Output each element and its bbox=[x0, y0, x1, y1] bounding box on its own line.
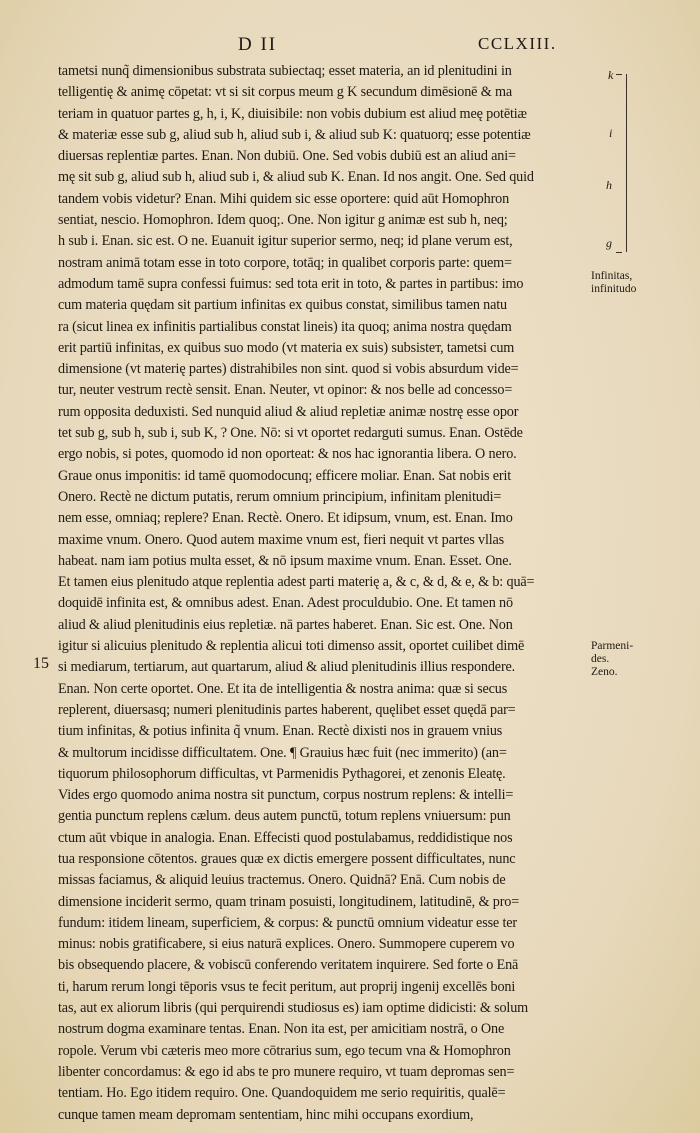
text-line: maxime vnum. Onero. Quod autem maxime vnum est, fieri nequit vt partes vllas bbox=[58, 531, 505, 548]
text-line: si mediarum, tertiarum, aut quartarum, aliud & aliud plenitudinis illius respondere. bbox=[58, 659, 516, 676]
margin-key-i: i bbox=[609, 126, 613, 140]
folio-number: CCLXIII. bbox=[478, 34, 557, 53]
text-line: mę sit sub g, aliud sub h, aliud sub i, & aliud sub K. Enan. Id nos angit. One. Sed quid bbox=[58, 169, 534, 186]
text-line: tium infinitas, & potius infinita q̃ vnum. Enan. Rectè dixisti nos in grauem vnius bbox=[58, 723, 503, 740]
text-line: Et tamen eius plenitudo atque replentia adest parti materię a, & c, & d, & e, & b: quā= bbox=[58, 574, 535, 591]
gloss-line: Infinitas, bbox=[591, 270, 633, 282]
text-line: dimensione inciderit sermo, quam trinam posuisti, longitudinem, latitudinē, & pro= bbox=[58, 893, 520, 910]
text-line: admodum tamē supra confessi fuimus: sed tota erit in toto, & partes in partibus: imo bbox=[58, 275, 524, 292]
signature-mark: D II bbox=[238, 34, 278, 55]
text-line: igitur si alicuius plenitudo & replentia alicui toti dimenso assit, oportet cuilibet dimē bbox=[58, 638, 525, 655]
text-line: tas, aut ex aliorum libris (qui perquirendi studiosus es) iam optime didicisti: & solum bbox=[58, 1000, 529, 1017]
text-line: tur, neuter vestrum rectè sensit. Enan. Neuter, vt opinor: & nos belle ad concesso= bbox=[58, 382, 513, 399]
text-line: dimensione (vt materię partes) distrahibiles non sint. quod si vobis absurdum vide= bbox=[58, 361, 519, 378]
text-line: diuersas replentiæ partes. Enan. Non dubiū. One. Sed vobis dubiū est an aliud ani= bbox=[58, 148, 516, 165]
marginal-gloss-parmenides bbox=[591, 640, 633, 679]
text-line: rum opposita deduxisti. Sed nunquid aliud & aliud repletiæ animæ nostrę esse opor bbox=[58, 403, 519, 420]
text-line: & materiæ esse sub g, aliud sub h, aliud sub i, & aliud sub K: quatuorq; esse potentiæ bbox=[58, 126, 531, 143]
text-line: Graue onus imponitis: id tamē quomodocunq; efficere moliar. Enan. Sat nobis erit bbox=[58, 467, 512, 484]
text-line: tametsi nunq̃ dimensionibus substrata subiectaq; esset materia, an id plenitudini in bbox=[58, 63, 512, 79]
text-line: Onero. Rectè ne dictum putatis, rerum omnium principium, infinitam plenitudi= bbox=[58, 488, 502, 505]
main-text-block bbox=[58, 61, 586, 1126]
text-line: tet sub g, sub h, sub i, sub K, ? One. Nō: si vt oportet redarguti sumus. Enan. Ostēde bbox=[58, 425, 523, 442]
text-line: nem esse, omniaq; replere? Enan. Rectè. Onero. Et idipsum, vnum, est. Enan. Imo bbox=[58, 510, 513, 527]
line-number: 15 bbox=[33, 655, 49, 672]
text-line: habeat. nam iam potius multa esset, & nō ipsum maxime vnum. Enan. Esset. One. bbox=[58, 552, 512, 569]
text-line: nostrum dogma examinare tentas. Enan. Non ita est, per amicitiam nostrā, o One bbox=[58, 1021, 505, 1038]
margin-bracket-tick bbox=[616, 252, 622, 253]
text-line: Enan. Non certe oportet. One. Et ita de intelligentia & nostra anima: quæ si secus bbox=[58, 680, 508, 697]
text-line: tandem vobis videtur? Enan. Mihi quidem sic esse oportere: quid aūt Homophron bbox=[58, 190, 510, 207]
gloss-line: Parmeni- bbox=[591, 640, 634, 652]
text-line: replerent, diuersasq; numeri plenitudinis partes haberent, quęlibet esset quędā par= bbox=[58, 701, 516, 718]
text-line: ctum aūt vbique in analogia. Enan. Effecisti quod postulabamus, reddidistique nos bbox=[58, 829, 513, 846]
gloss-line: des. bbox=[591, 653, 610, 665]
gloss-line: infinitudo bbox=[591, 283, 637, 295]
text-line: telligentię & animę cōpetat: vt si sit corpus meum g K secundum dimēsionē & ma bbox=[58, 84, 513, 101]
text-line: tua responsione cōtentos. graues quæ ex dictis emergere possent difficultates, nunc bbox=[58, 850, 516, 867]
margin-key-k: k bbox=[608, 68, 614, 82]
margin-key-h: h bbox=[606, 178, 612, 192]
text-line: sentiat, nescio. Homophron. Idem quoq;. One. Non igitur g animæ est sub h, neq; bbox=[58, 212, 508, 229]
text-line: ra (sicut linea ex infinitis partialibus constat lineis) ita quoq; anima nostra quędam bbox=[58, 318, 512, 335]
text-line: libenter concordamus: & ego id abs te pro munere requiro, vt tuam depromas sen= bbox=[58, 1063, 515, 1080]
text-line: ergo nobis, si potes, quomodo id non oporteat: & nos hac ignorantia libera. O nero. bbox=[58, 446, 517, 463]
text-line: fundum: itidem lineam, superficiem, & corpus: & punctū omnium videatur esse ter bbox=[58, 914, 517, 931]
text-line: ti, harum rerum longi tēporis vsus te fecit peritum, aut proprij ingenij excellēs boni bbox=[58, 978, 516, 995]
text-line: erit partiū infinitas, ex quibus suo modo (vt materia ex suis) subsisteт, tametsi cum bbox=[58, 339, 515, 356]
text-line: tentiam. Ho. Ego itidem requiro. One. Quandoquidem me serio requiritis, qualē= bbox=[58, 1085, 506, 1102]
marginal-gloss-infinitas bbox=[591, 270, 636, 296]
text-line: aliud & aliud plenitudinis eius repletiæ. nā partes haberet. Enan. Sic est. One. Non bbox=[58, 616, 513, 633]
text-line: gentia punctum replens cælum. deus autem punctū, totum replens vniuersum: pun bbox=[58, 808, 511, 825]
gloss-line: Zeno. bbox=[591, 666, 618, 678]
text-line: h sub i. Enan. sic est. O ne. Euanuit igitur superior sermo, neq; id plane verum est, bbox=[58, 233, 513, 250]
text-line: teriam in quatuor partes g, h, i, K, diuisibile: non vobis dubium est aliud meę potētiæ bbox=[58, 105, 527, 122]
text-line: & multorum incidisse difficultatem. One. ¶ Grauius hæc fuit (nec immerito) (an= bbox=[58, 744, 507, 761]
text-line: bis obsequendo placere, & vobiscū conferendo veritatem inquirere. Sed forte o Enā bbox=[58, 957, 519, 974]
text-line: Vides ergo quomodo anima nostra sit punctum, corpus nostrum replens: & intelli= bbox=[58, 787, 514, 804]
margin-bracket bbox=[622, 74, 627, 252]
text-line: doquidē infinita est, & omnibus adest. Enan. Adest proculdubio. One. Et tamen nō bbox=[58, 595, 513, 612]
text-line: cum materia quędam sit partium infinitas ex quibus constat, similibus tamen natu bbox=[58, 297, 508, 314]
margin-bracket-tick bbox=[616, 74, 622, 75]
margin-key-g: g bbox=[606, 236, 612, 250]
text-line: nostram animā totam esse in toto corpore, totāq; in qualibet corporis parte: quem= bbox=[58, 254, 512, 271]
text-line: cunque tamen meam depromam sententiam, hinc mihi occupans exordium, bbox=[58, 1106, 474, 1123]
text-line: missas faciamus, & aliquid leuius tractemus. Onero. Quidnā? Enā. Cum nobis de bbox=[58, 872, 506, 889]
text-line: ropole. Verum vbi cæteris meo more cōtrarius sum, ego tecum vna & Homophron bbox=[58, 1042, 511, 1059]
running-head bbox=[0, 34, 700, 58]
text-line: minus: nobis gratificabere, si eius naturā explices. Onero. Summopere cuperem vo bbox=[58, 936, 515, 953]
text-line: tiquorum philosophorum difficultas, vt Parmenidis Pythagorei, et zenonis Eleatę. bbox=[58, 765, 506, 782]
